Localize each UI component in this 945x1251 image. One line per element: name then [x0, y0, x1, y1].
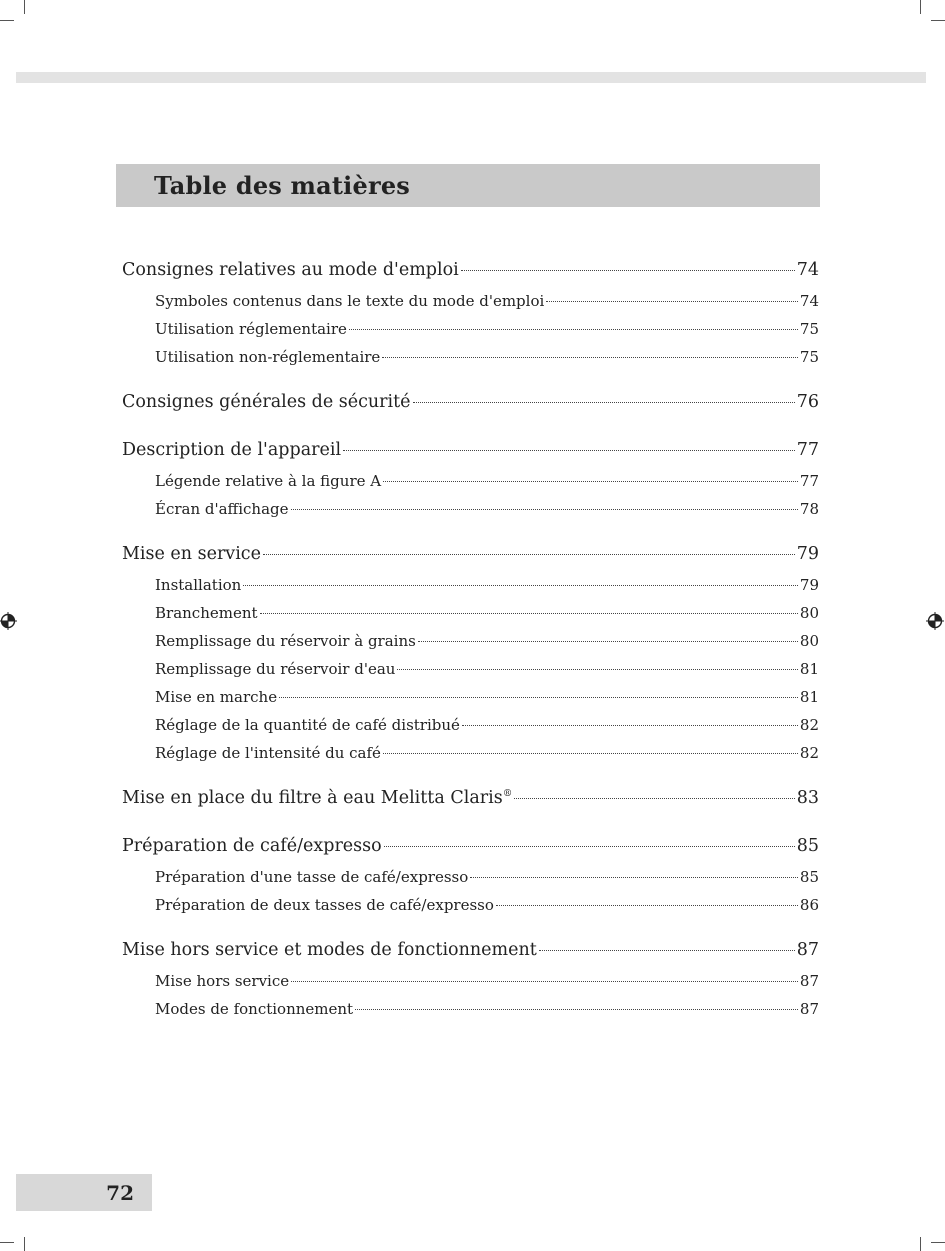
toc-entry-page: 77	[799, 472, 819, 490]
toc-entry-label-text: Utilisation non-réglementaire	[155, 348, 381, 366]
toc-entry-sub	[122, 863, 819, 891]
toc-entry-label-text: Mise en marche	[155, 688, 278, 706]
dot-leader	[279, 697, 798, 698]
toc-entry-label-text: Mise en service	[122, 544, 261, 564]
toc-entry-main	[122, 782, 819, 815]
toc-entry-page: 81	[799, 660, 819, 678]
toc-entry-label	[155, 683, 277, 711]
toc-entry-label-text: Réglage de l'intensité du café	[155, 744, 381, 762]
toc-entry-page: 85	[799, 868, 819, 886]
dot-leader	[382, 357, 798, 358]
toc-entry-label-text: Mise hors service	[155, 972, 290, 990]
toc-entry-sub	[122, 343, 819, 371]
toc-entry-label	[155, 343, 380, 371]
toc-entry-main	[122, 434, 819, 467]
dot-leader	[243, 585, 798, 586]
crop-mark	[24, 0, 25, 14]
table-of-contents	[122, 254, 819, 1038]
toc-entry-page: 76	[796, 392, 819, 412]
toc-entry-page: 74	[796, 260, 819, 280]
toc-entry-label	[155, 315, 347, 343]
toc-section	[122, 434, 819, 523]
toc-entry-label	[155, 599, 258, 627]
header-band	[16, 72, 926, 83]
toc-entry-label	[122, 254, 459, 287]
toc-entry-label-text: Mise hors service et modes de fonctionnement	[122, 940, 537, 960]
dot-leader	[462, 725, 798, 726]
toc-entry-label	[122, 934, 537, 967]
toc-entry-page: 86	[799, 896, 819, 914]
page-number-box	[16, 1174, 152, 1211]
dot-leader	[291, 981, 798, 982]
dot-leader	[260, 613, 798, 614]
dot-leader	[384, 846, 795, 847]
toc-entry-sub	[122, 967, 819, 995]
crop-mark	[931, 20, 945, 21]
toc-section	[122, 934, 819, 1023]
toc-entry-label	[155, 627, 416, 655]
toc-entry-label-text: Préparation d'une tasse de café/expresso	[155, 868, 469, 886]
toc-entry-main	[122, 386, 819, 419]
toc-entry-sub	[122, 287, 819, 315]
toc-entry-sub	[122, 995, 819, 1023]
toc-entry-main	[122, 830, 819, 863]
dot-leader	[418, 641, 798, 642]
toc-entry-label	[155, 711, 460, 739]
title-bar	[116, 164, 820, 207]
toc-entry-label	[155, 995, 353, 1023]
toc-entry-sub	[122, 599, 819, 627]
dot-leader	[343, 450, 795, 451]
toc-entry-label-text: Consignes relatives au mode d'emploi	[122, 260, 459, 280]
toc-entry-label	[122, 434, 341, 467]
toc-entry-page: 79	[796, 544, 819, 564]
toc-entry-label-text: Remplissage du réservoir à grains	[155, 632, 416, 650]
toc-entry-label	[122, 830, 382, 863]
toc-entry-label-text: Préparation de deux tasses de café/expresso	[155, 896, 494, 914]
toc-entry-label-text: Utilisation réglementaire	[155, 320, 347, 338]
toc-entry-page: 82	[799, 716, 819, 734]
toc-entry-sub	[122, 683, 819, 711]
dot-leader	[413, 402, 795, 403]
registered-mark: ®	[502, 788, 513, 800]
toc-entry-label-text: Installation	[155, 576, 242, 594]
dot-leader	[514, 798, 794, 799]
toc-entry-label-text: Réglage de la quantité de café distribué	[155, 716, 460, 734]
toc-entry-label	[155, 891, 494, 919]
toc-entry-label	[155, 967, 289, 995]
toc-section	[122, 254, 819, 371]
toc-entry-page: 87	[799, 1000, 819, 1018]
toc-entry-sub	[122, 495, 819, 523]
dot-leader	[263, 554, 795, 555]
dot-leader	[546, 301, 798, 302]
toc-entry-label	[155, 495, 289, 523]
toc-entry-page: 74	[799, 292, 819, 310]
toc-entry-label	[155, 571, 241, 599]
toc-entry-sub	[122, 739, 819, 767]
toc-entry-label-text: Écran d'affichage	[155, 500, 289, 518]
crop-mark	[920, 1237, 921, 1251]
toc-entry-label-text: Légende relative à la figure A	[155, 472, 382, 490]
toc-entry-sub	[122, 711, 819, 739]
toc-entry-sub	[122, 315, 819, 343]
dot-leader	[539, 950, 795, 951]
crop-mark	[0, 20, 14, 21]
toc-entry-page: 85	[796, 836, 819, 856]
dot-leader	[349, 329, 798, 330]
crop-mark	[931, 1242, 945, 1243]
toc-section	[122, 386, 819, 419]
toc-entry-label	[122, 782, 512, 815]
toc-entry-main	[122, 934, 819, 967]
toc-entry-page: 87	[796, 940, 819, 960]
toc-entry-page: 75	[799, 348, 819, 366]
registration-mark-icon	[926, 612, 944, 630]
toc-entry-label-text: Description de l'appareil	[122, 440, 342, 460]
dot-leader	[397, 669, 797, 670]
toc-section	[122, 538, 819, 767]
dot-leader	[383, 753, 798, 754]
toc-entry-label-text: Remplissage du réservoir d'eau	[155, 660, 396, 678]
toc-entry-label-text: Modes de fonctionnement	[155, 1000, 354, 1018]
toc-entry-label-text: Mise en place du filtre à eau Melitta Claris	[122, 788, 503, 808]
toc-entry-label	[155, 287, 544, 315]
dot-leader	[496, 905, 798, 906]
page-number: 72	[106, 1180, 134, 1205]
toc-entry-main	[122, 254, 819, 287]
crop-mark	[0, 1242, 14, 1243]
dot-leader	[291, 509, 798, 510]
toc-entry-sub	[122, 571, 819, 599]
toc-entry-label	[122, 386, 411, 419]
toc-entry-page: 80	[799, 604, 819, 622]
page-title: Table des matières	[154, 171, 410, 200]
toc-entry-page: 82	[799, 744, 819, 762]
dot-leader	[383, 481, 798, 482]
toc-entry-label	[122, 538, 261, 571]
toc-entry-label-text: Consignes générales de sécurité	[122, 392, 411, 412]
toc-entry-label	[155, 655, 395, 683]
toc-entry-page: 81	[799, 688, 819, 706]
toc-entry-label-text: Symboles contenus dans le texte du mode d'emploi	[155, 292, 545, 310]
toc-entry-page: 75	[799, 320, 819, 338]
dot-leader	[470, 877, 798, 878]
toc-entry-page: 80	[799, 632, 819, 650]
toc-section	[122, 830, 819, 919]
toc-entry-sub	[122, 467, 819, 495]
crop-mark	[920, 0, 921, 14]
toc-entry-page: 77	[796, 440, 819, 460]
toc-entry-label-text: Branchement	[155, 604, 258, 622]
toc-entry-sub	[122, 627, 819, 655]
toc-entry-sub	[122, 891, 819, 919]
toc-entry-label	[155, 739, 381, 767]
crop-mark	[24, 1237, 25, 1251]
toc-entry-label	[155, 863, 468, 891]
toc-entry-label	[155, 467, 381, 495]
toc-section	[122, 782, 819, 815]
toc-entry-label-text: Préparation de café/expresso	[122, 836, 382, 856]
toc-entry-sub	[122, 655, 819, 683]
dot-leader	[461, 270, 795, 271]
registration-mark-icon	[0, 612, 17, 630]
toc-entry-page: 79	[799, 576, 819, 594]
toc-entry-main	[122, 538, 819, 571]
toc-entry-page: 78	[799, 500, 819, 518]
dot-leader	[355, 1009, 798, 1010]
toc-entry-page: 87	[799, 972, 819, 990]
toc-entry-page: 83	[796, 788, 819, 808]
